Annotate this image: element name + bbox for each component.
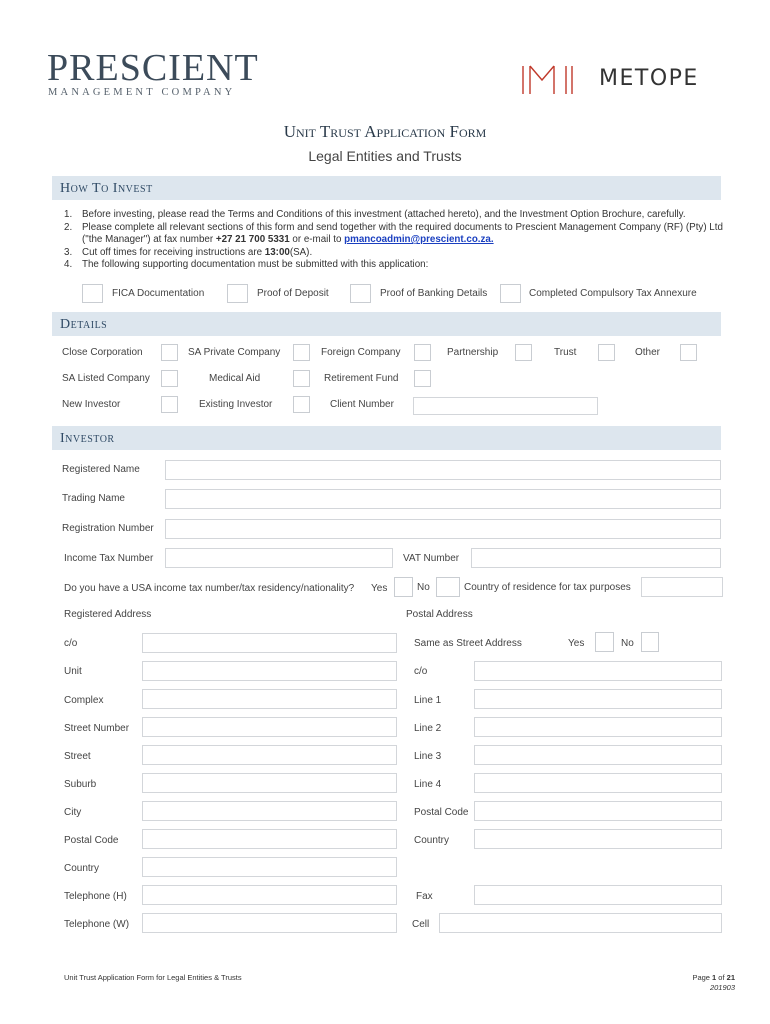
fax-input[interactable]	[474, 885, 722, 905]
footer-page-info	[640, 973, 735, 993]
sa-private-company-label: SA Private Company	[188, 347, 281, 358]
sa-listed-company-label: SA Listed Company	[62, 373, 150, 384]
medical-aid-label: Medical Aid	[209, 373, 261, 384]
fax-label: Fax	[416, 891, 433, 902]
registered-address-label: Registered Address	[64, 609, 152, 620]
postal-code-input[interactable]	[474, 801, 722, 821]
registered-name-input[interactable]	[165, 460, 721, 480]
vat-number-input[interactable]	[471, 548, 721, 568]
reg-complex-input[interactable]	[142, 689, 397, 709]
postal-country-input[interactable]	[474, 829, 722, 849]
income-tax-number-label: Income Tax Number	[64, 553, 154, 564]
how-to-invest-header: How To Invest	[52, 176, 721, 200]
postal-line4-input[interactable]	[474, 773, 722, 793]
instruction-2: 2. Please complete all relevant sections of this form and send together with the required documents to Prescient Management Company (RF) (Pty) Ltd ("the Manager") at fax number +27 21 700 5331 or e-mail to pmancoadmin@prescient.co.za.	[64, 221, 723, 245]
email-link[interactable]: pmancoadmin@prescient.co.za.	[344, 234, 494, 245]
cell-input[interactable]	[439, 913, 722, 933]
client-number-input[interactable]	[413, 397, 598, 415]
client-number-label: Client Number	[330, 399, 394, 410]
reg-country-label: Country	[64, 863, 100, 874]
instruction-4: 4. The following supporting documentation must be submitted with this application:	[64, 259, 429, 270]
telephone-w-input[interactable]	[142, 913, 397, 933]
same-as-no-label: No	[621, 638, 634, 649]
reg-postal-code-input[interactable]	[142, 829, 397, 849]
reg-street-input[interactable]	[142, 745, 397, 765]
prescient-logo-subtitle: MANAGEMENT COMPANY	[48, 87, 236, 98]
existing-investor-checkbox[interactable]	[293, 396, 310, 413]
cell-label: Cell	[412, 919, 430, 930]
reg-suburb-input[interactable]	[142, 773, 397, 793]
trust-label: Trust	[554, 347, 577, 358]
reg-street-number-label: Street Number	[64, 723, 130, 734]
country-of-residence-input[interactable]	[641, 577, 723, 597]
same-as-yes-checkbox[interactable]	[595, 632, 614, 652]
telephone-h-input[interactable]	[142, 885, 397, 905]
medical-aid-checkbox[interactable]	[293, 370, 310, 387]
reg-unit-label: Unit	[64, 666, 82, 677]
telephone-w-label: Telephone (W)	[64, 919, 130, 930]
trust-checkbox[interactable]	[598, 344, 615, 361]
page-number: Page 1 of 21	[692, 973, 735, 982]
other-label: Other	[635, 347, 661, 358]
postal-co-input[interactable]	[474, 661, 722, 681]
postal-code-label: Postal Code	[414, 807, 469, 818]
sa-private-company-checkbox[interactable]	[293, 344, 310, 361]
postal-line2-input[interactable]	[474, 717, 722, 737]
same-as-no-checkbox[interactable]	[641, 632, 659, 652]
postal-co-label: c/o	[414, 666, 428, 677]
proof-of-banking-label: Proof of Banking Details	[380, 288, 488, 299]
income-tax-number-input[interactable]	[165, 548, 393, 568]
registration-number-label: Registration Number	[62, 523, 154, 534]
tax-annexure-label: Completed Compulsory Tax Annexure	[529, 288, 697, 299]
postal-line2-label: Line 2	[414, 723, 442, 734]
fica-label: FICA Documentation	[112, 288, 205, 299]
proof-of-deposit-checkbox[interactable]	[227, 284, 248, 303]
retirement-fund-label: Retirement Fund	[324, 373, 399, 384]
registration-number-input[interactable]	[165, 519, 721, 539]
reg-unit-input[interactable]	[142, 661, 397, 681]
usa-yes-checkbox[interactable]	[394, 577, 413, 597]
partnership-label: Partnership	[447, 347, 499, 358]
version-code: 201903	[709, 983, 735, 992]
same-as-street-label: Same as Street Address	[414, 638, 522, 649]
sa-listed-company-checkbox[interactable]	[161, 370, 178, 387]
existing-investor-label: Existing Investor	[199, 399, 273, 410]
reg-street-number-input[interactable]	[142, 717, 397, 737]
reg-city-input[interactable]	[142, 801, 397, 821]
retirement-fund-checkbox[interactable]	[414, 370, 431, 387]
close-corporation-label: Close Corporation	[62, 347, 143, 358]
instructions-list	[64, 209, 724, 272]
vat-number-label: VAT Number	[403, 553, 460, 564]
form-subtitle: Legal Entities and Trusts	[308, 148, 462, 164]
investor-header: Investor	[52, 426, 721, 450]
tax-annexure-checkbox[interactable]	[500, 284, 521, 303]
usa-no-label: No	[417, 582, 430, 593]
foreign-company-checkbox[interactable]	[414, 344, 431, 361]
reg-suburb-label: Suburb	[64, 779, 97, 790]
country-of-residence-label: Country of residence for tax purposes	[464, 582, 631, 593]
reg-co-input[interactable]	[142, 633, 397, 653]
proof-of-deposit-label: Proof of Deposit	[257, 288, 329, 299]
new-investor-label: New Investor	[62, 399, 121, 410]
reg-co-label: c/o	[64, 638, 78, 649]
metope-logo: METOPE	[599, 66, 699, 91]
usa-no-checkbox[interactable]	[436, 577, 460, 597]
metope-mark-icon	[520, 62, 578, 98]
usa-question-label: Do you have a USA income tax number/tax residency/nationality?	[64, 583, 355, 594]
prescient-logo: PRESCIENT	[47, 47, 259, 89]
trading-name-input[interactable]	[165, 489, 721, 509]
reg-street-label: Street	[64, 751, 91, 762]
foreign-company-label: Foreign Company	[321, 347, 401, 358]
close-corporation-checkbox[interactable]	[161, 344, 178, 361]
instruction-3: 3. Cut off times for receiving instructions are 13:00(SA).	[64, 246, 313, 258]
postal-line4-label: Line 4	[414, 779, 442, 790]
postal-country-label: Country	[414, 835, 450, 846]
usa-yes-label: Yes	[371, 583, 388, 594]
instruction-1: 1. Before investing, please read the Terms and Conditions of this investment (attached hereto), and the Investment Option Brochure, carefully.	[64, 209, 686, 220]
telephone-h-label: Telephone (H)	[64, 891, 127, 902]
postal-line3-label: Line 3	[414, 751, 442, 762]
trading-name-label: Trading Name	[62, 493, 125, 504]
reg-complex-label: Complex	[64, 695, 104, 706]
form-title: Unit Trust Application Form	[283, 122, 487, 141]
reg-city-label: City	[64, 807, 82, 818]
other-checkbox[interactable]	[680, 344, 697, 361]
details-header: Details	[52, 312, 721, 336]
reg-country-input[interactable]	[142, 857, 397, 877]
footer-form-title: Unit Trust Application Form for Legal Entities & Trusts	[64, 973, 242, 982]
same-as-yes-label: Yes	[568, 638, 585, 649]
proof-of-banking-checkbox[interactable]	[350, 284, 371, 303]
postal-address-label: Postal Address	[406, 609, 473, 620]
partnership-checkbox[interactable]	[515, 344, 532, 361]
postal-line3-input[interactable]	[474, 745, 722, 765]
reg-postal-code-label: Postal Code	[64, 835, 119, 846]
registered-name-label: Registered Name	[62, 464, 140, 475]
new-investor-checkbox[interactable]	[161, 396, 178, 413]
fica-checkbox[interactable]	[82, 284, 103, 303]
postal-line1-label: Line 1	[414, 695, 442, 706]
postal-line1-input[interactable]	[474, 689, 722, 709]
